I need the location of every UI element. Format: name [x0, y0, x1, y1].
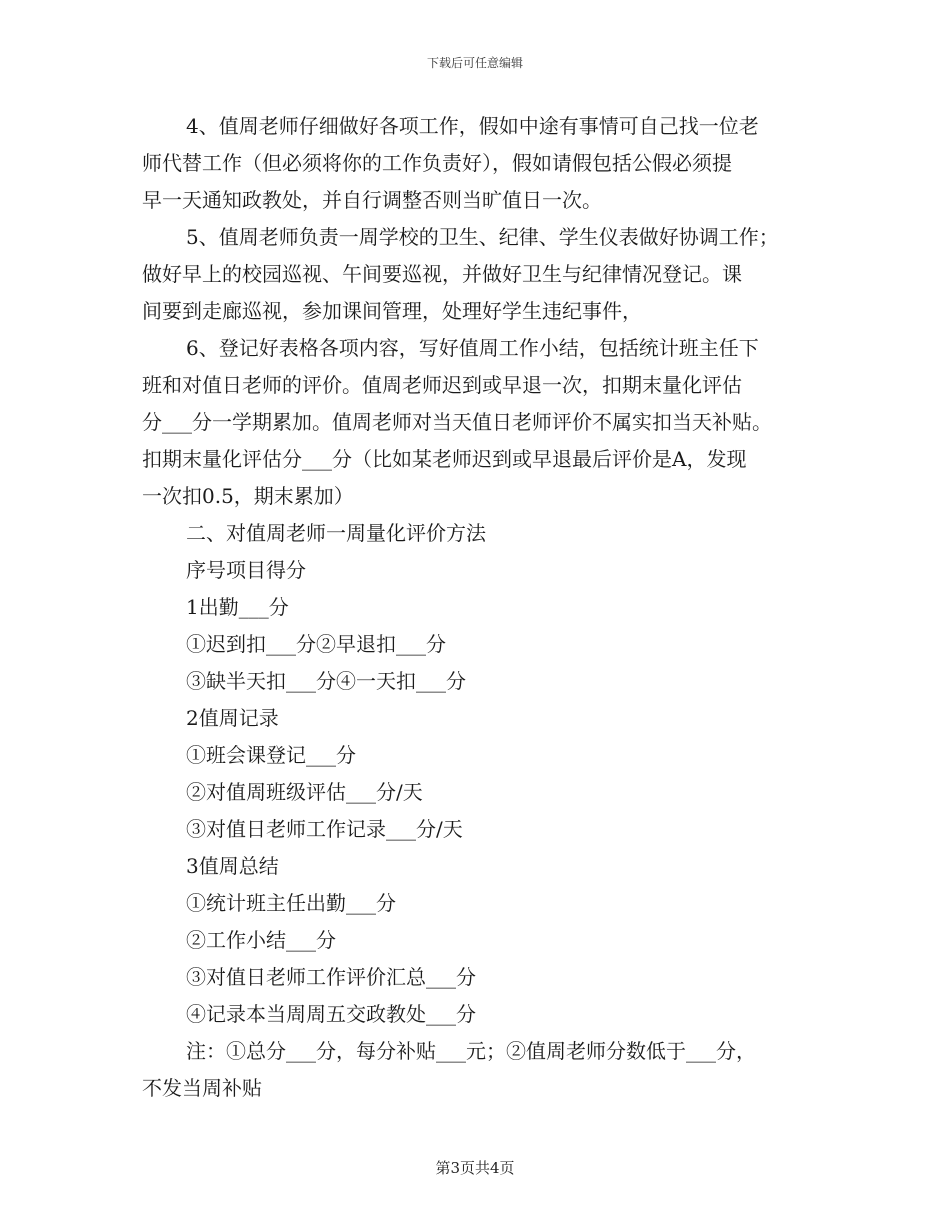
- text-line: ④记录本当周周五交政教处___分: [186, 1002, 476, 1026]
- text-line: 2值周记录: [186, 706, 279, 730]
- text-line: 不发当周补贴: [142, 1076, 262, 1100]
- text-line: 注：①总分___分，每分补贴___元；②值周老师分数低于___分，: [186, 1039, 756, 1063]
- text-line: 1出勤___分: [186, 595, 289, 619]
- text-line: 序号项目得分: [186, 558, 306, 582]
- text-line: ③缺半天扣___分④一天扣___分: [186, 669, 466, 693]
- text-line: 师代替工作（但必须将你的工作负责好），假如请假包括公假必须提: [142, 151, 732, 175]
- text-line: ①班会课登记___分: [186, 743, 356, 767]
- page-footer: 第3页共4页: [435, 1159, 515, 1177]
- text-line: 分___分一学期累加。值周老师对当天值日老师评价不属实扣当天补贴。: [142, 410, 772, 434]
- text-line: 3值周总结: [186, 854, 279, 878]
- page-header: 下载后可任意编辑: [426, 56, 523, 70]
- text-line: 早一天通知政教处，并自行调整否则当旷值日一次。: [142, 188, 602, 212]
- text-line: ③对值日老师工作记录___分/天: [186, 817, 463, 841]
- text-line: 做好早上的校园巡视、午间要巡视，并做好卫生与纪律情况登记。课: [142, 262, 742, 286]
- text-line: 班和对值日老师的评价。值周老师迟到或早退一次，扣期末量化评估: [142, 373, 742, 397]
- text-line: ①统计班主任出勤___分: [186, 891, 396, 915]
- text-line: 6、登记好表格各项内容，写好值周工作小结，包括统计班主任下: [186, 336, 759, 360]
- text-line: ②工作小结___分: [186, 928, 336, 952]
- text-line: ③对值日老师工作评价汇总___分: [186, 965, 476, 989]
- text-line: 5、值周老师负责一周学校的卫生、纪律、学生仪表做好协调工作；: [186, 225, 779, 249]
- document-body: [142, 108, 822, 1107]
- text-line: 扣期末量化评估分___分（比如某老师迟到或早退最后评价是A，发现: [142, 447, 747, 471]
- text-line: 4、值周老师仔细做好各项工作，假如中途有事情可自己找一位老: [186, 114, 759, 138]
- text-line: 间要到走廊巡视，参加课间管理，处理好学生违纪事件，: [142, 299, 642, 323]
- text-line: ①迟到扣___分②早退扣___分: [186, 632, 446, 656]
- text-line: ②对值周班级评估___分/天: [186, 780, 423, 804]
- text-line: 二、对值周老师一周量化评价方法: [186, 521, 486, 545]
- text-line: 一次扣0.5，期末累加）: [142, 484, 354, 508]
